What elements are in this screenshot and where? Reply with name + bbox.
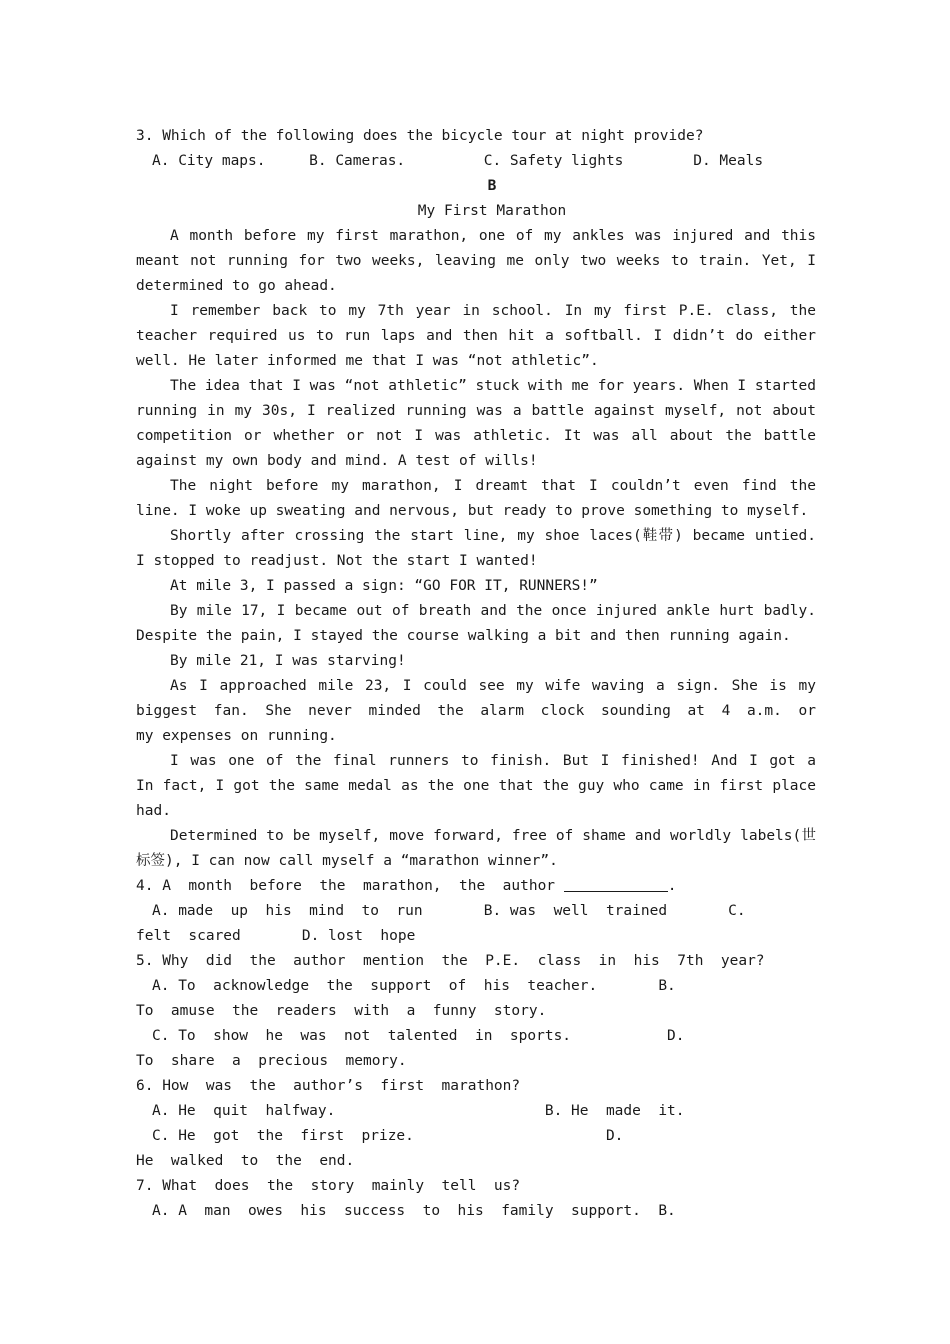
passage-line: running in my 30s, I realized running was a battle against myself, not about (136, 403, 816, 419)
answer-blank (564, 877, 668, 892)
q4-stem-end: . (667, 878, 677, 894)
passage-line: By mile 17, I became out of breath and the once injured ankle hurt badly. (170, 603, 816, 619)
q4-stem-text: 4. A month before the marathon, the author (136, 878, 556, 894)
q5-options: A. To acknowledge the support of his teacher. B. (152, 978, 676, 994)
q6-stem: 6. How was the author’s first marathon? (136, 1078, 521, 1094)
q4-stem (136, 874, 816, 899)
passage-line: determined to go ahead. (136, 278, 337, 294)
passage-line: By mile 21, I was starving! (170, 653, 406, 669)
q5-options: To share a precious memory. (136, 1053, 407, 1069)
passage-line: As I approached mile 23, I could see my wife waving a sign. She is my (170, 678, 816, 694)
q5-options: To amuse the readers with a funny story. (136, 1003, 547, 1019)
passage-line: well. He later informed me that I was “not athletic”. (136, 353, 599, 369)
passage-line: I remember back to my 7th year in school. In my first P.E. class, the (170, 303, 816, 319)
q7-stem: 7. What does the story mainly tell us? (136, 1178, 521, 1194)
passage-line: competition or whether or not I was athletic. It was all about the battle (136, 428, 816, 444)
q6-options: A. He quit halfway. B. He made it. (152, 1103, 685, 1119)
passage-line: I was one of the final runners to finish. But I finished! And I got a (170, 753, 816, 769)
passage-line: 标签), I can now call myself a “marathon winner”. (136, 853, 558, 869)
q6-options: He walked to the end. (136, 1153, 355, 1169)
passage-line: biggest fan. She never minded the alarm clock sounding at 4 a.m. or (136, 703, 816, 719)
passage-line: had. (136, 803, 171, 819)
q3-stem: 3. Which of the following does the bicycle tour at night provide? (136, 128, 704, 144)
passage-line: teacher required us to run laps and then hit a softball. I didn’t do either (136, 328, 816, 344)
passage-line: Shortly after crossing the start line, my shoe laces(鞋带) became untied. (170, 528, 816, 544)
passage-line: The idea that I was “not athletic” stuck with me for years. When I started (170, 378, 816, 394)
passage-line: against my own body and mind. A test of wills! (136, 453, 538, 469)
passage-line: line. I woke up sweating and nervous, but ready to prove something to myself. (136, 503, 809, 519)
q5-options: C. To show he was not talented in sports. D. (152, 1028, 685, 1044)
passage-line: my expenses on running. (136, 728, 337, 744)
section-label: B (487, 178, 497, 194)
passage-line: A month before my first marathon, one of my ankles was injured and this (170, 228, 816, 244)
passage-line: Despite the pain, I stayed the course walking a bit and then running again. (136, 628, 791, 644)
passage-line: At mile 3, I passed a sign: “GO FOR IT, RUNNERS!” (170, 578, 598, 594)
passage-title: My First Marathon (417, 203, 567, 219)
passage-line: meant not running for two weeks, leaving me only two weeks to train. Yet, I (136, 253, 816, 269)
q6-options: C. He got the first prize. D. (152, 1128, 624, 1144)
passage-line: Determined to be myself, move forward, free of shame and worldly labels(世 (170, 828, 816, 844)
q4-options: A. made up his mind to run B. was well trained C. (152, 903, 746, 919)
q3-options: A. City maps. B. Cameras. C. Safety lights D. Meals (152, 153, 764, 169)
q4-options: felt scared D. lost hope (136, 928, 416, 944)
passage-line: I stopped to readjust. Not the start I wanted! (136, 553, 538, 569)
q5-stem: 5. Why did the author mention the P.E. class in his 7th year? (136, 953, 765, 969)
passage-line: In fact, I got the same medal as the one that the guy who came in first place (136, 778, 816, 794)
q7-options: A. A man owes his success to his family support. B. (152, 1203, 676, 1219)
passage-line: The night before my marathon, I dreamt that I couldn’t even find the (170, 478, 816, 494)
